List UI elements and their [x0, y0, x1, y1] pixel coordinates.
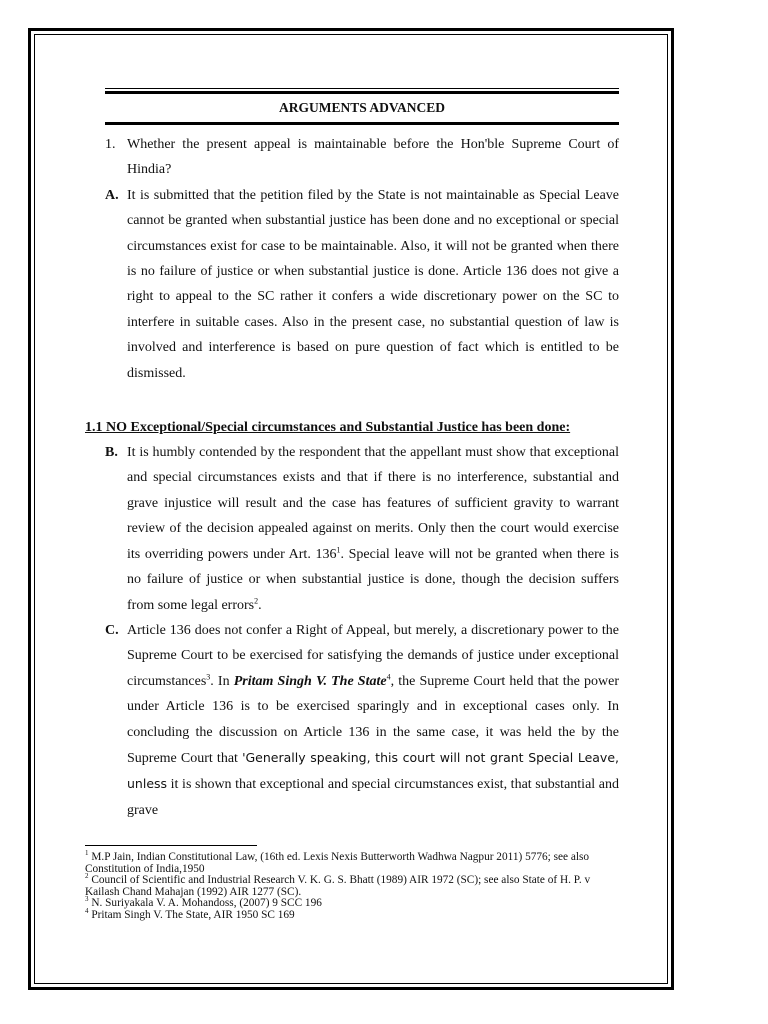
paragraph-c-part4: it is shown that exceptional and special circumstances exist, that substantial and grave: [127, 777, 619, 818]
footnote-ref-1[interactable]: 1: [336, 545, 341, 555]
paragraph-b: [85, 440, 619, 618]
document-body: [85, 132, 619, 823]
section-heading-1-1: 1.1 NO Exceptional/Special circumstances and Substantial Justice has been done:: [85, 420, 571, 436]
footnote-3: $^3$ N. Suriyakala V. A. Mohandoss, (2007) 9 SCC 196: [85, 895, 322, 909]
paragraph-b-part3: .: [258, 597, 262, 613]
paragraph-a-text: It is submitted that the petition filed by the State is not maintainable as Special Leave cannot be granted when substantial justice has been done and no exceptional or special circumstances exist for case to be maintainable. Also, it will not be granted when there is no failure of justice or when substantial justice is done. Article 136 does not give a right to appeal to the SC rather it confers a wide discretionary power on the SC to interfere in suitable cases. Also in the present case, no substantial question of law is involved and interference is based on pure question of fact which is entitled to be dismissed.: [127, 187, 619, 381]
footnote-1: $^1$ M.P Jain, Indian Constitutional Law, (16th ed. Lexis Nexis Butterworth Wadhwa Nagpur 2011) 5776; see also Constitution of India,1950: [85, 849, 590, 875]
paragraph-a: [85, 183, 619, 386]
case-name: Pritam Singh V. The State: [233, 673, 387, 689]
footnote-separator: [85, 845, 257, 846]
title-block: [105, 88, 619, 125]
issue-1-number: 1.: [105, 137, 116, 152]
paragraph-c: [85, 618, 619, 823]
quoted-holding: 'Generally speaking, this court will not grant Special Leave, unless: [127, 749, 619, 792]
footnotes: [85, 849, 619, 921]
paragraph-c-part2: . In: [210, 673, 234, 689]
paragraph-b-part2: . Special leave will not be granted when there is no failure of justice or when substantial justice is done, though the decision suffers from some legal errors: [127, 546, 619, 613]
footnote-ref-2[interactable]: 2: [254, 595, 259, 605]
paragraph-c-part1: Article 136 does not confer a Right of Appeal, but merely, a discretionary power to the Supreme Court to be exercised for satisfying the demands of justice under exceptional circumstances: [127, 622, 619, 689]
paragraph-a-marker: A.: [105, 187, 119, 203]
paragraph-c-marker: C.: [105, 622, 119, 638]
footnote-ref-3[interactable]: 3: [206, 672, 211, 682]
footnote-2: $^2$ Council of Scientific and Industrial Research V. K. G. S. Bhatt (1989) AIR 1972 (SC); see also State of H. P. v Kailash Chand Mahajan (1992) AIR 1277 (SC).: [85, 872, 591, 898]
issue-1: [85, 132, 619, 183]
title-rule-bottom-thick: [105, 122, 619, 125]
paragraph-c-text: [127, 618, 619, 823]
footnote-ref-4[interactable]: 4: [386, 672, 391, 682]
paragraph-c-part3: , the Supreme Court held that the power under Article 136 is to be exercised sparingly and in exceptional cases only. In concluding the discussion on Article 136 in the same case, it was held the by the Supreme Court that: [127, 673, 620, 766]
issue-1-text: Whether the present appeal is maintainable before the Hon'ble Supreme Court of Hindia?: [127, 137, 619, 178]
paragraph-b-marker: B.: [105, 445, 118, 461]
paragraph-b-part1: It is humbly contended by the respondent that the appellant must show that exceptional and special circumstances exists and that if there is no interference, substantial and grave injustice will result and the case has features of sufficient gravity to warrant review of the decision appealed against on merits. Only then the court would exercise its overriding powers under Art. 136: [127, 445, 619, 562]
page-title: ARGUMENTS ADVANCED: [279, 100, 445, 115]
paragraph-b-text: [127, 440, 619, 618]
footnote-4: $^4$ Pritam Singh V. The State, AIR 1950 SC 169: [85, 906, 295, 921]
